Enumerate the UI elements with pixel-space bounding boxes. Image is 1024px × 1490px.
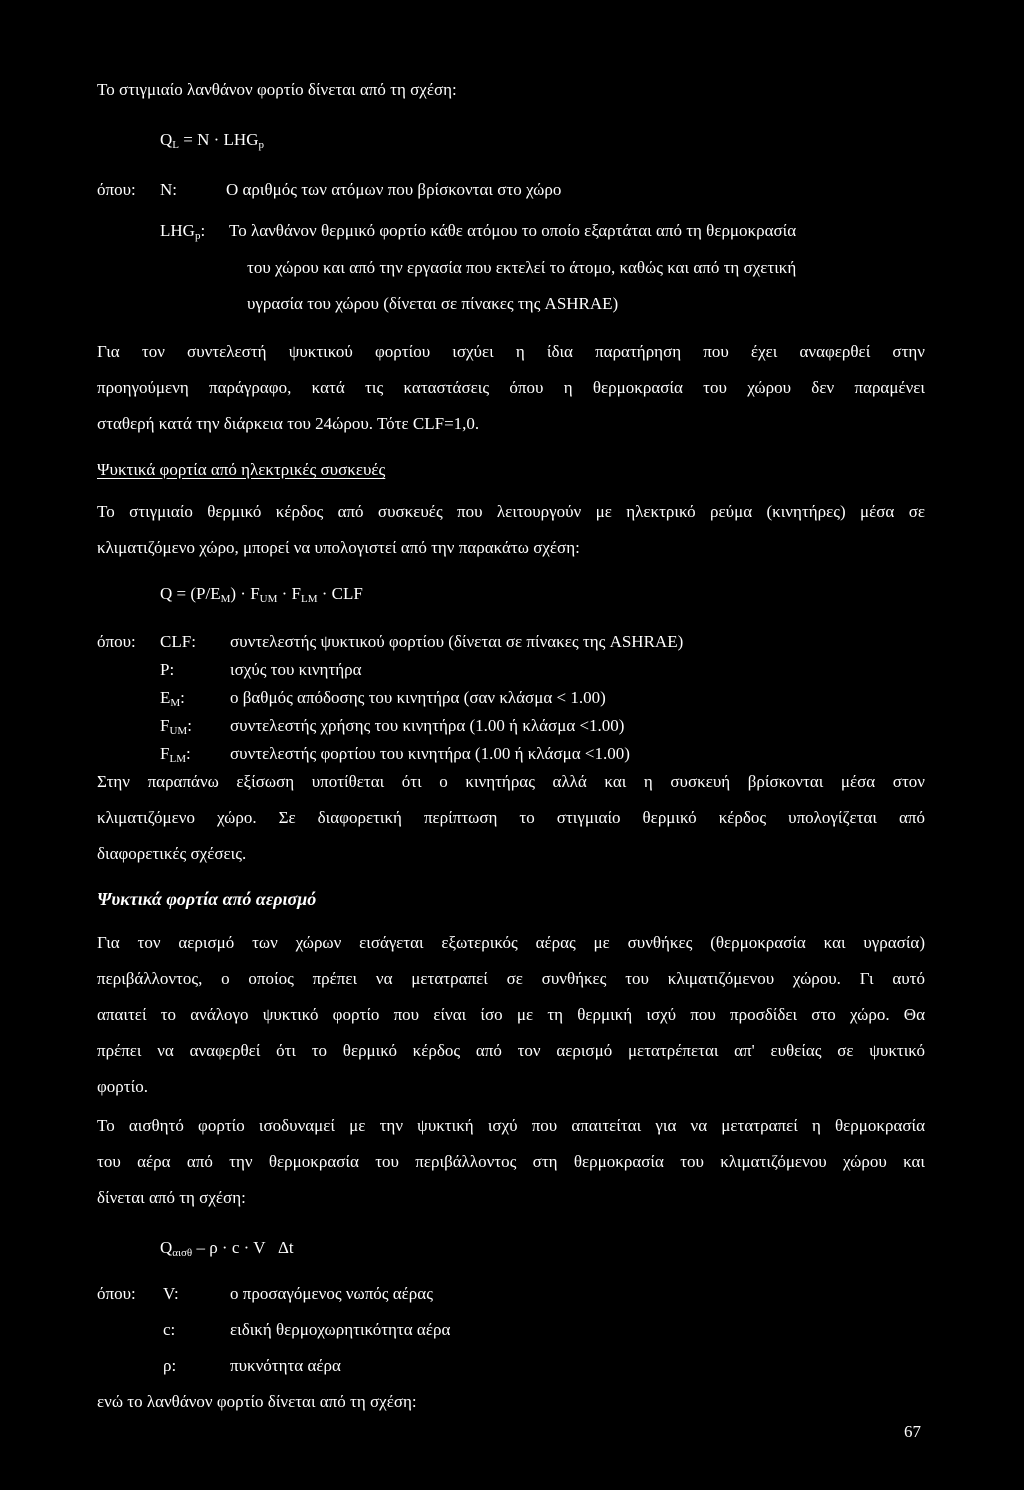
para2-line-3: σταθερή κατά την διάρκεια του 24ώρου. Τότε CLF=1,0.: [97, 414, 480, 433]
para2-line-2: προηγούμενη παράγραφο, κατά τις καταστάσεις όπου η θερμοκρασία του χώρου δεν παραμένει: [97, 378, 925, 397]
eq2-c: · F: [277, 584, 302, 603]
def2-colon: :: [191, 632, 196, 651]
lhg-colon: :: [200, 221, 206, 240]
def2-term-clf: [160, 630, 196, 654]
def2-term-sub: UM: [169, 725, 188, 737]
where-label-1: όπου:: [97, 180, 136, 199]
para6-line-3: δίνεται από τη σχέση:: [97, 1188, 246, 1207]
eq3-q: Q: [160, 1238, 173, 1257]
eq1-rest: = N · LHG: [179, 130, 259, 149]
para2-line-1: Για τον συντελεστή ψυκτικού φορτίου ισχύει η ίδια παρατήρηση που έχει αναφερθεί στην: [97, 342, 925, 361]
def2-term-text: CLF: [160, 632, 192, 651]
def-desc-lhg-line-3: υγρασία του χώρου (δίνεται σε πίνακες της ASHRAE): [247, 294, 619, 313]
def2-term-p: [160, 658, 174, 682]
lhg-term: LHG: [160, 221, 195, 240]
def2-term-text: F: [160, 744, 170, 763]
def2-term-text: P: [160, 660, 170, 679]
def2-term-fum: [160, 714, 192, 738]
def2-colon: :: [180, 688, 185, 707]
closing-text: ενώ το λανθάνον φορτίο δίνεται από τη σχέση:: [97, 1392, 417, 1411]
equation-latent-load: [160, 128, 264, 152]
eq1-q-sub: L: [172, 139, 180, 151]
where-label-2: όπου:: [97, 632, 136, 651]
def2-colon: :: [187, 716, 192, 735]
para6-line-1: Το αισθητό φορτίο ισοδυναμεί με την ψυκτική ισχύ που απαιτείται για να μετατραπεί η θερμοκρασία: [97, 1116, 925, 1135]
def2-term-text: F: [160, 716, 170, 735]
def2-colon: :: [169, 660, 175, 679]
para4-line-1: Στην παραπάνω εξίσωση υποτίθεται ότι ο κινητήρας αλλά και η συσκευή βρίσκονται μέσα στον: [97, 772, 925, 791]
eq2-a: Q = (P/E: [160, 584, 221, 603]
def3-term-v: V:: [163, 1284, 179, 1303]
def2-desc-em: ο βαθμός απόδοσης του κινητήρα (σαν κλάσμα < 1.00): [230, 688, 606, 707]
def2-desc-fum: συντελεστής χρήσης του κινητήρα (1.00 ή κλάσμα <1.00): [230, 716, 625, 735]
def2-term-text: E: [160, 688, 171, 707]
eq3-rest: – ρ · c · V Δt: [192, 1238, 294, 1257]
def2-desc-clf: συντελεστής ψυκτικού φορτίου (δίνεται σε πίνακες της ASHRAE): [230, 632, 684, 651]
eq3-q-sub: αισθ: [172, 1247, 193, 1259]
lhg-sub: p: [194, 230, 201, 242]
para3-line-1: Το στιγμιαίο θερμικό κέρδος από συσκευές που λειτουργούν με ηλεκτρικό ρεύμα (κινητήρες) μέσα σε: [97, 502, 925, 521]
equation-motor-gain: [160, 582, 363, 606]
def2-desc-p: ισχύς του κινητήρα: [230, 660, 362, 679]
para4-line-2: κλιματιζόμενο χώρο. Σε διαφορετική περίπτωση το στιγμιαίο θερμικό κέρδος υπολογίζεται από: [97, 808, 925, 827]
def2-term-sub: M: [170, 697, 181, 709]
def3-term-rho: ρ:: [163, 1356, 177, 1375]
def2-desc-flm: συντελεστής φορτίου του κινητήρα (1.00 ή κλάσμα <1.00): [230, 744, 630, 763]
page-number: 67: [904, 1422, 921, 1441]
para3-line-2: κλιματιζόμενο χώρο, μπορεί να υπολογιστεί από την παρακάτω σχέση:: [97, 538, 580, 557]
def2-term-flm: [160, 742, 191, 766]
def3-desc-v: ο προσαγόμενος νωπός αέρας: [230, 1284, 433, 1303]
para5-line-4: πρέπει να αναφερθεί ότι το θερμικό κέρδος από τον αερισμό μετατρέπεται απ' ευθείας σε ψυκτικό: [97, 1041, 925, 1060]
def3-desc-c: ειδική θερμοχωρητικότητα αέρα: [230, 1320, 451, 1339]
def-desc-lhg-line-2: του χώρου και από την εργασία που εκτελεί το άτομο, καθώς και από τη σχετική: [247, 258, 797, 277]
eq2-d: · CLF: [317, 584, 363, 603]
def3-desc-rho: πυκνότητα αέρα: [230, 1356, 341, 1375]
para5-line-3: απαιτεί το ανάλογο ψυκτικό φορτίο που είναι ίσο με τη θερμική ισχύ που προσδίδει στο χώρο. Θα: [97, 1005, 925, 1024]
section-heading-electrical: Ψυκτικά φορτία από ηλεκτρικές συσκευές: [97, 460, 386, 479]
def2-term-sub: LM: [169, 753, 186, 765]
eq1-rest-sub: p: [258, 139, 264, 151]
eq2-a-sub: M: [220, 593, 231, 605]
para5-line-5: φορτίο.: [97, 1077, 148, 1096]
def2-term-em: [160, 686, 185, 710]
def-term-n: N:: [160, 180, 177, 199]
def-desc-lhg-line-1: Το λανθάνον θερμικό φορτίο κάθε ατόμου το οποίο εξαρτάται από τη θερμοκρασία: [229, 221, 797, 240]
para6-line-2: του αέρα από την θερμοκρασία του περιβάλλοντος στη θερμοκρασία του κλιματιζόμενου χώρου και: [97, 1152, 925, 1171]
equation-sensible-load: [160, 1236, 294, 1260]
def-term-lhg: [160, 219, 205, 243]
para4-line-3: διαφορετικές σχέσεις.: [97, 844, 247, 863]
eq2-b-sub: UM: [259, 593, 278, 605]
eq2-b: ) · F: [230, 584, 260, 603]
def-desc-n: Ο αριθμός των ατόμων που βρίσκονται στο χώρο: [226, 180, 562, 199]
para5-line-1: Για τον αερισμό των χώρων εισάγεται εξωτερικός αέρας με συνθήκες (θερμοκρασία και υγρασία): [97, 933, 925, 952]
intro-text: Το στιγμιαίο λανθάνον φορτίο δίνεται από τη σχέση:: [97, 80, 457, 99]
eq2-c-sub: LM: [301, 593, 318, 605]
def2-colon: :: [185, 744, 191, 763]
eq1-q: Q: [160, 130, 173, 149]
where-label-3: όπου:: [97, 1284, 136, 1303]
para5-line-2: περιβάλλοντος, ο οποίος πρέπει να μετατραπεί σε συνθήκες του κλιματιζόμενου χώρου. Γι αυτό: [97, 969, 925, 988]
def3-term-c: c:: [163, 1320, 176, 1339]
section-heading-ventilation: Ψυκτικά φορτία από αερισμό: [97, 889, 317, 909]
